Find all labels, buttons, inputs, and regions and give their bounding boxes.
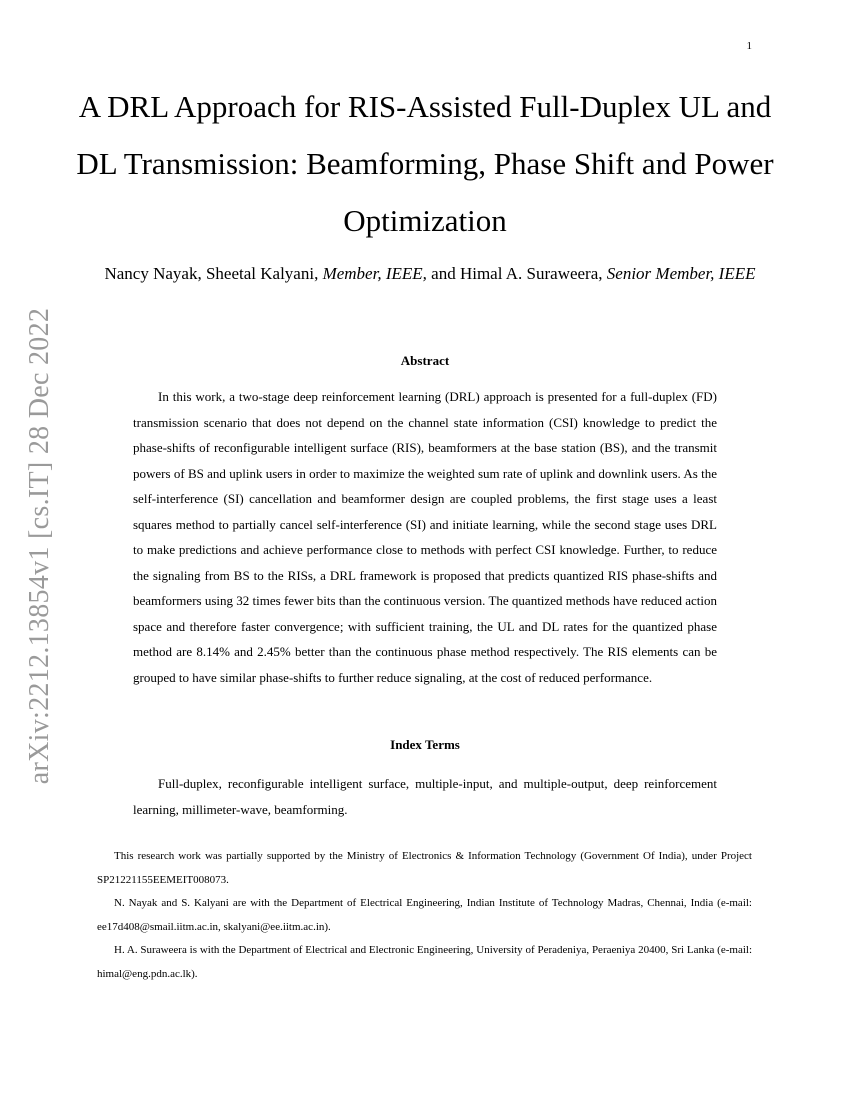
page-number: 1	[746, 40, 752, 52]
footnote-affiliation-iitm: N. Nayak and S. Kalyani are with the Department of Electrical Engineering, Indian Institute of Technology Madras, Chennai, India (e-mail: ee17d408@smail.iitm.ac.in, skalyani@ee.iitm.ac.in).	[97, 897, 752, 933]
author-names-2: and Himal A. Suraweera,	[426, 264, 607, 283]
index-terms-heading: Index Terms	[390, 737, 460, 752]
arxiv-identifier-stamp[interactable]: arXiv:2212.13854v1 [cs.IT] 28 Dec 2022	[24, 307, 55, 785]
footnotes	[97, 845, 752, 986]
paper-title-text: A DRL Approach for RIS-Assisted Full-Duplex UL and DL Transmission: Beamforming, Phase Shift and Power Optimization	[76, 89, 774, 238]
paper-title	[70, 78, 780, 249]
author-membership-1: Member, IEEE,	[322, 264, 427, 283]
author-membership-2: Senior Member, IEEE	[606, 264, 756, 283]
abstract-heading: Abstract	[400, 353, 450, 368]
author-line	[90, 258, 770, 290]
footnote-funding: This research work was partially supported by the Ministry of Electronics & Information Technology (Government Of India), under Project SP21221155EEMEIT008073.	[97, 850, 752, 886]
abstract-body: In this work, a two-stage deep reinforcement learning (DRL) approach is presented for a full-duplex (FD) transmission scenario that does not depend on the channel state information (CSI) knowledge to predict the phase-shifts of reconfigurable intelligent surface (RIS), beamformers at the base station (BS), and the transmit powers of BS and uplink users in order to maximize the weighted sum rate of uplink and downlink users. As the self-interference (SI) cancellation and beamformer design are coupled problems, the first stage uses a least squares method to partially cancel self-interference (SI) and initiate learning, while the second stage uses DRL to make predictions and achieve performance close to methods with perfect CSI knowledge. Further, to reduce the signaling from BS to the RISs, a DRL framework is proposed that predicts quantized RIS phase-shifts and beamformers using 32 times fewer bits than the continuous version. The quantized methods have reduced action space and therefore faster convergence; with sufficient training, the UL and DL rates for the quantized phase method are 8.14% and 2.45% better than the continuous phase method respectively. The RIS elements can be grouped to have similar phase-shifts to further reduce signaling, at the cost of reduced performance.	[133, 389, 717, 685]
index-terms-body: Full-duplex, reconfigurable intelligent surface, multiple-input, and multiple-output, deep reinforcement learning, millimeter-wave, beamforming.	[133, 776, 717, 817]
author-names-1: Nancy Nayak, Sheetal Kalyani,	[104, 264, 323, 283]
footnote-affiliation-peradeniya: H. A. Suraweera is with the Department of Electrical and Electronic Engineering, University of Peradeniya, Peraeniya 20400, Sri Lanka (e-mail: himal@eng.pdn.ac.lk).	[97, 944, 752, 980]
